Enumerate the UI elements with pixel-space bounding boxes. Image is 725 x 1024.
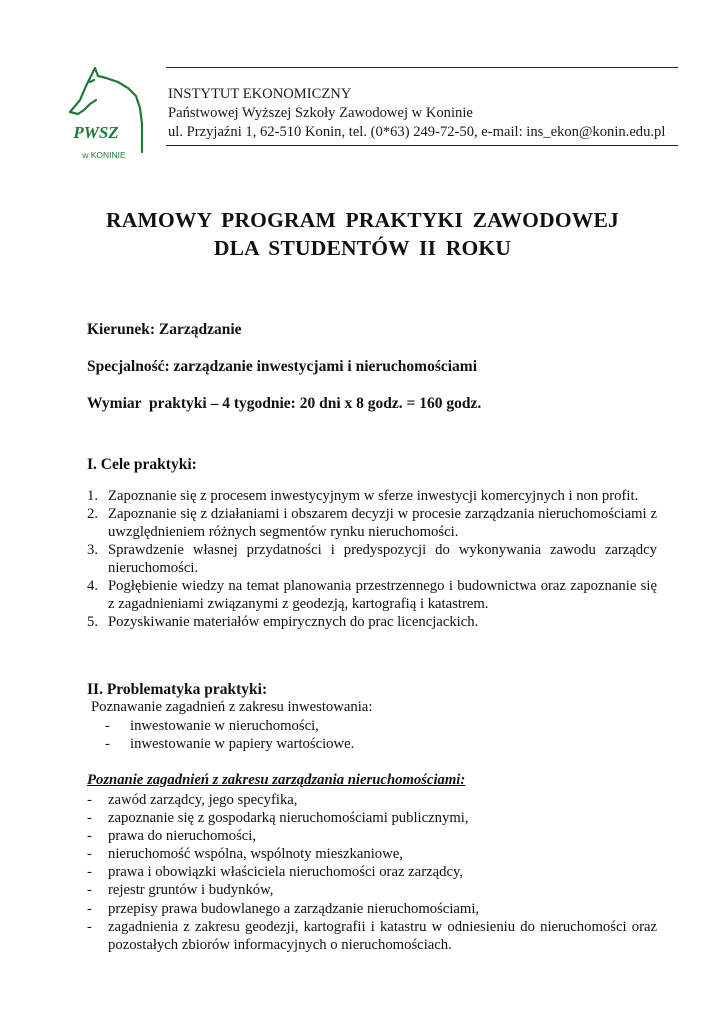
item-number: 1.: [87, 488, 99, 504]
section-2-heading: II. Problematyka praktyki:: [87, 681, 268, 698]
item-text: prawa do nieruchomości,: [108, 828, 257, 845]
list-item: [87, 613, 657, 631]
item-text: zapoznanie się z gospodarką nieruchomościami publicznymi,: [108, 810, 469, 827]
item-text: zawód zarządcy, jego specyfika,: [108, 792, 298, 808]
item-text: nieruchomość wspólna, wspólnoty mieszkaniowe,: [108, 846, 403, 863]
logo-main-text: PWSZ: [73, 123, 119, 142]
dash-marker: -: [105, 718, 110, 734]
title-line-2: DLA STUDENTÓW II ROKU: [213, 236, 512, 260]
list-item: [87, 809, 657, 827]
item-text: prawa i obowiązki właściciela nieruchomości oraz zarządcy,: [108, 864, 464, 881]
item-number: 3.: [87, 542, 99, 558]
document-title: [0, 206, 725, 262]
header-rule-top: [166, 67, 678, 68]
dash-marker: -: [87, 918, 92, 935]
item-text: inwestowanie w papiery wartościowe.: [130, 736, 355, 752]
list-item: [87, 541, 657, 577]
contact-address: ul. Przyjaźni 1, 62-510 Konin, tel. (0*63) 249-72-50, e-mail: ins_ekon@konin.edu.pl: [168, 124, 666, 140]
list-item: [87, 900, 657, 918]
list-item: [87, 505, 657, 541]
pwsz-logo: [66, 66, 144, 162]
list-item: [105, 717, 354, 735]
list-item: [87, 577, 657, 613]
list-item: [87, 487, 657, 505]
item-text: Sprawdzenie własnej przydatności i predyspozycji do wykonywania zawodu zarządcy nieruchomości.: [108, 542, 657, 576]
field-wymiar: Wymiar praktyki – 4 tygodnie: 20 dni x 8 godz. = 160 godz.: [87, 395, 482, 412]
list-item: [87, 827, 657, 845]
item-text: rejestr gruntów i budynków,: [108, 882, 274, 899]
goals-list: [87, 487, 657, 631]
institution-header: [168, 85, 665, 142]
dash-marker: -: [87, 792, 92, 808]
list-item: [87, 845, 657, 863]
dash-marker: -: [87, 900, 92, 917]
institution-name: INSTYTUT EKONOMICZNY: [168, 86, 352, 102]
logo-sub-text: w KONINIE: [82, 150, 126, 160]
header-rule-bottom: [166, 145, 678, 146]
list-item: [87, 918, 657, 954]
field-specjalnosc: Specjalność: zarządzanie inwestycjami i nieruchomościami: [87, 358, 478, 375]
dash-marker: -: [87, 846, 92, 863]
management-list: [87, 791, 657, 954]
section-1-heading: I. Cele praktyki:: [87, 456, 197, 473]
item-text: Pozyskiwanie materiałów empirycznych do prac licencjackich.: [108, 614, 479, 630]
list-item: [87, 863, 657, 881]
item-text: Zapoznanie się z procesem inwestycyjnym w sferze inwestycji komercyjnych i non profit.: [108, 488, 639, 504]
dash-marker: -: [87, 864, 92, 881]
list-item: [105, 735, 354, 753]
investing-intro: Poznawanie zagadnień z zakresu inwestowania:: [91, 699, 373, 715]
dash-marker: -: [87, 882, 92, 899]
title-line-1: RAMOWY PROGRAM PRAKTYKI ZAWODOWEJ: [106, 208, 619, 232]
item-text: przepisy prawa budowlanego a zarządzanie nieruchomościami,: [108, 900, 480, 917]
item-text: Pogłębienie wiedzy na temat planowania przestrzennego i budownictwa oraz zapoznanie się z zagadnieniami związanymi z geodezją, kartografią i katastrem.: [108, 578, 657, 612]
dash-marker: -: [87, 810, 92, 827]
item-text: inwestowanie w nieruchomości,: [130, 718, 319, 734]
item-number: 5.: [87, 614, 99, 630]
investing-list: [105, 717, 354, 753]
field-kierunek: Kierunek: Zarządzanie: [87, 321, 242, 338]
list-item: [87, 791, 657, 809]
dash-marker: -: [87, 828, 92, 845]
item-text: Zapoznanie się z działaniami i obszarem decyzji w procesie zarządzania nieruchomościami z uwzględnieniem różnych segmentów rynku nieruchomości.: [108, 506, 657, 540]
item-number: 4.: [87, 578, 99, 594]
item-number: 2.: [87, 506, 99, 522]
list-item: [87, 881, 657, 899]
management-subheading: Poznanie zagadnień z zakresu zarządzania nieruchomościami:: [87, 772, 466, 788]
item-text: zagadnienia z zakresu geodezji, kartografii i katastru w odniesieniu do nieruchomości oraz pozostałych zbiorów informacyjnych o nieruchomościach.: [108, 918, 657, 953]
school-name: Państwowej Wyższej Szkoły Zawodowej w Koninie: [168, 105, 473, 121]
dash-marker: -: [105, 736, 110, 752]
